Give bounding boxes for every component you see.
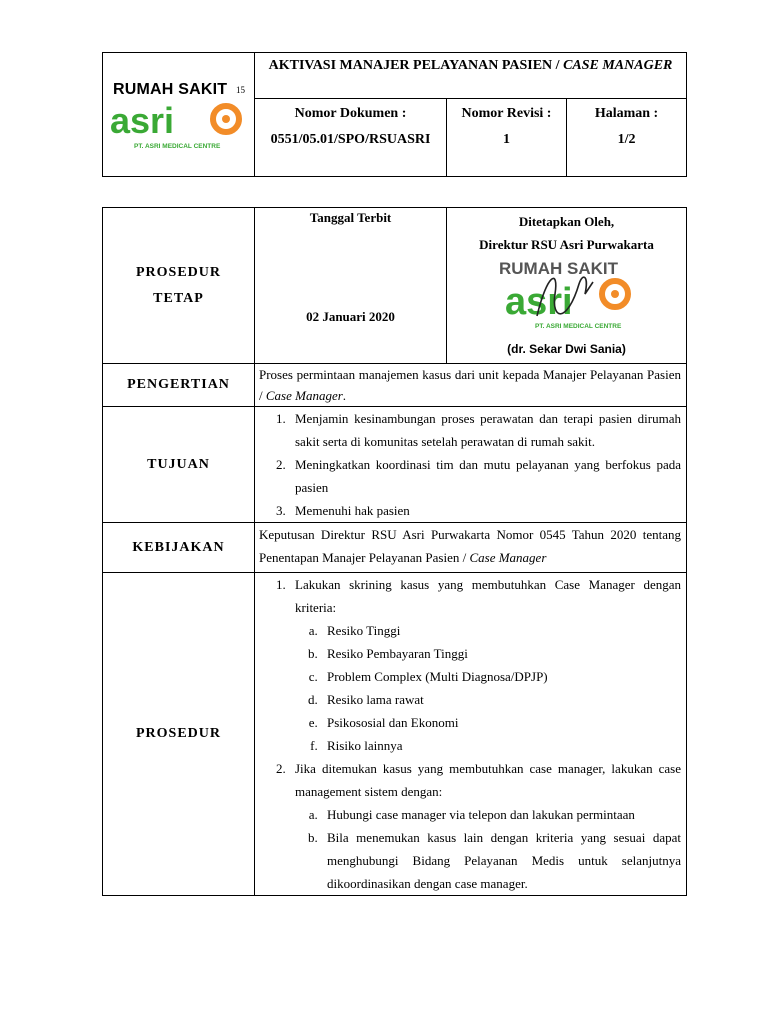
list-item: c. Problem Complex (Multi Diagnosa/DPJP)	[321, 665, 681, 688]
list-item: d. Resiko lama rawat	[321, 688, 681, 711]
logo-company: PT. ASRI MEDICAL CENTRE	[134, 143, 221, 150]
page-label: Halaman :	[594, 106, 659, 121]
section-label-line2: TETAP	[153, 290, 204, 306]
approved-by-line2: Direktur RSU Asri Purwakarta	[479, 237, 654, 252]
pengertian-row	[103, 364, 687, 407]
pengertian-label: PENGERTIAN	[103, 364, 255, 407]
section-label-line1: PROSEDUR	[135, 264, 221, 280]
logo-superscript: 15	[236, 85, 245, 95]
list-item: 1. Lakukan skrining kasus yang membutuhkan Case Manager dengan kriteria: a. Resiko Tinggi b. Resiko Pembayaran Tinggi c. Problem Complex (Multi Diagnosa/DPJP) d. Resiko lama rawat e. Psikososial dan Ekonomi f. Risiko lainnya	[289, 573, 681, 757]
list-item: b. Bila menemukan kasus lain dengan kriteria yang sesuai dapat menghubungi Bidang Pelayanan Medis untuk selanjutnya dikoordinasikan dengan case manager.	[321, 826, 681, 895]
svg-text:RUMAH SAKIT: RUMAH SAKIT	[499, 259, 618, 278]
prosedur-row	[103, 573, 687, 896]
approval-cell	[447, 208, 687, 364]
action-list	[295, 803, 681, 895]
kebijakan-row	[103, 523, 687, 573]
list-item: e. Psikososial dan Ekonomi	[321, 711, 681, 734]
prosedur-list	[259, 573, 681, 895]
list-item: b. Resiko Pembayaran Tinggi	[321, 642, 681, 665]
procedure-table	[102, 207, 687, 896]
issue-date-cell	[255, 208, 447, 364]
logo-brand: asri	[110, 100, 175, 141]
kebijakan-label: KEBIJAKAN	[103, 523, 255, 573]
list-item: 1. Menjamin kesinambungan proses perawatan dan terapi pasien dirumah sakit serta di komunitas setelah perawatan di rumah sakit.	[289, 407, 681, 453]
logo-text: RUMAH SAKIT	[113, 81, 228, 98]
doc-number-cell	[255, 99, 447, 177]
tujuan-list	[259, 407, 681, 522]
kebijakan-text: Keputusan Direktur RSU Asri Purwakarta Nomor 0545 Tahun 2020 tentang Penentapan Manajer Pelayanan Pasien / Case Manager	[255, 523, 687, 573]
issue-date: 02 Januari 2020	[306, 309, 395, 324]
section-label	[103, 208, 255, 364]
list-item: 2. Jika ditemukan kasus yang membutuhkan case manager, lakukan case management sistem dengan: a. Hubungi case manager via telepon dan lakukan permintaan b. Bila menemukan kasus lain dengan kriteria yang sesuai dapat menghubungi Bidang Pelayanan Medis untuk selanjutnya dikoordinasikan dengan case manager.	[289, 757, 681, 895]
title-italic: CASE MANAGER	[563, 58, 673, 73]
document-title	[255, 53, 687, 99]
tujuan-row	[103, 407, 687, 523]
asri-logo-icon	[108, 97, 253, 152]
signature-stamp-icon	[497, 254, 647, 334]
title-main: AKTIVASI MANAJER PELAYANAN PASIEN /	[268, 58, 564, 73]
prosedur-label: PROSEDUR	[103, 573, 255, 896]
doc-number-value: 0551/05.01/SPO/RSUASRI	[270, 132, 431, 147]
approved-by-line1: Ditetapkan Oleh,	[518, 214, 615, 229]
list-item: 3. Memenuhi hak pasien	[289, 499, 681, 522]
list-item: f. Risiko lainnya	[321, 734, 681, 757]
tujuan-label: TUJUAN	[103, 407, 255, 523]
svg-text:PT. ASRI MEDICAL CENTRE: PT. ASRI MEDICAL CENTRE	[535, 323, 622, 330]
revision-cell	[447, 99, 567, 177]
hospital-logo	[103, 53, 255, 177]
revision-label: Nomor Revisi :	[461, 106, 552, 121]
list-item: a. Resiko Tinggi	[321, 619, 681, 642]
svg-text:asri: asri	[505, 281, 573, 323]
signatory-name: (dr. Sekar Dwi Sania)	[507, 342, 626, 356]
document-header	[102, 52, 687, 177]
tujuan-list-cell	[255, 407, 687, 523]
list-item: 2. Meningkatkan koordinasi tim dan mutu pelayanan yang berfokus pada pasien	[289, 453, 681, 499]
approval-row	[103, 208, 687, 364]
revision-value: 1	[503, 132, 510, 147]
issue-label: Tanggal Terbit	[309, 210, 392, 225]
list-item: a. Hubungi case manager via telepon dan lakukan permintaan	[321, 803, 681, 826]
page-value: 1/2	[617, 132, 636, 147]
prosedur-steps-cell	[255, 573, 687, 896]
doc-number-label: Nomor Dokumen :	[294, 106, 407, 121]
page-cell	[567, 99, 687, 177]
pengertian-text: Proses permintaan manajemen kasus dari unit kepada Manajer Pelayanan Pasien / Case Manager.	[255, 364, 687, 407]
criteria-list	[295, 619, 681, 757]
